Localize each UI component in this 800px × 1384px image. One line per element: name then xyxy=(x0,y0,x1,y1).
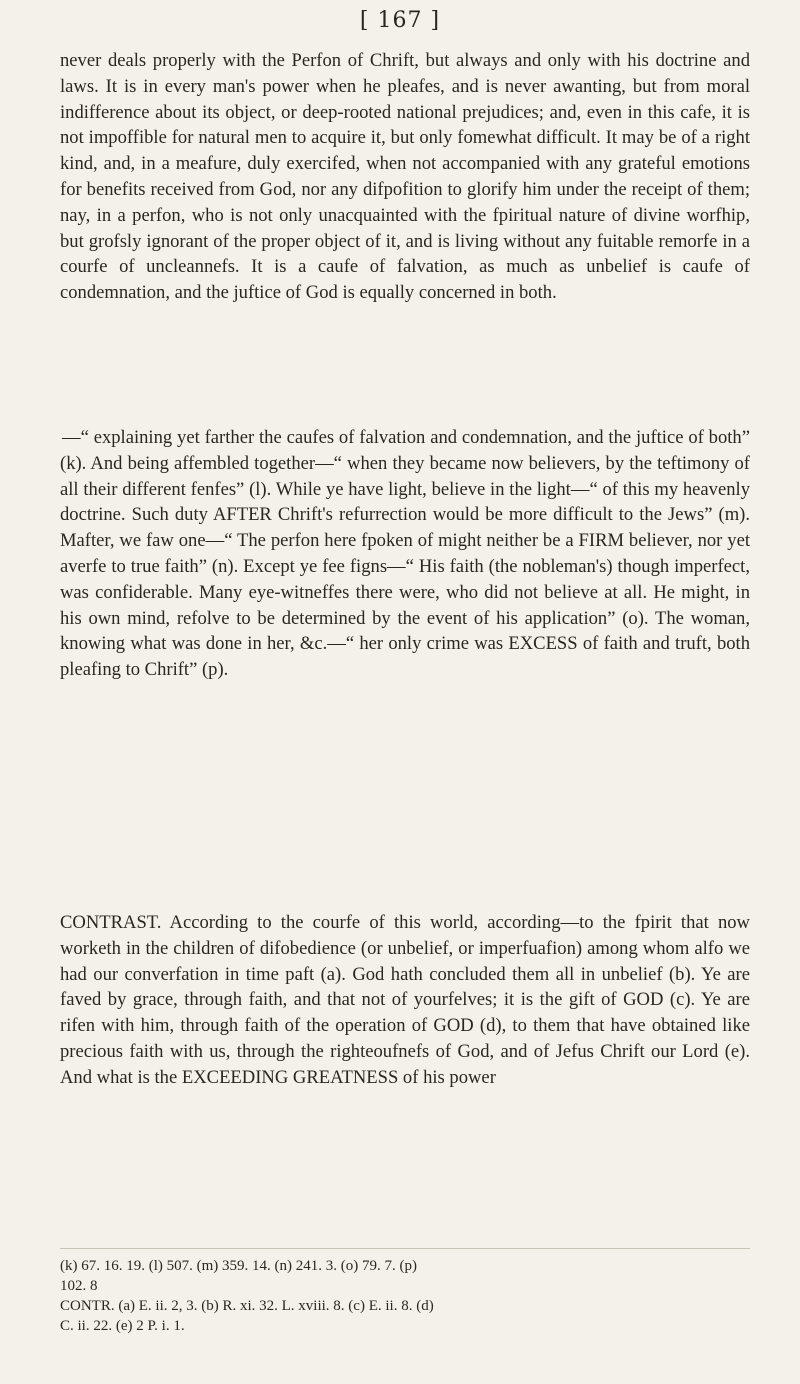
footnote-line: (k) 67. 16. 19. (l) 507. (m) 359. 14. (n) 241. 3. (o) 79. 7. (p) xyxy=(60,1258,418,1274)
footnote-line: C. ii. 22. (e) 2 P. i. 1. xyxy=(60,1318,185,1334)
footnotes xyxy=(60,1256,750,1336)
footnote-line: CONTR. (a) E. ii. 2, 3. (b) R. xi. 32. L. xviii. 8. (c) E. ii. 8. (d) xyxy=(60,1298,434,1314)
footnote-line: 102. 8 xyxy=(60,1278,98,1294)
paragraph-contrast: CONTRAST. According to the courfe of this world, according—to the fpirit that now worketh in the children of difobedience (or unbelief, or imperfuafion) among whom alfo we had our converfation in time paft (a). God hath concluded them all in unbelief (b). Ye are faved by grace, through faith, and that not of yourfelves; it is the gift of GOD (c). Ye are rifen with him, through faith of the operation of GOD (d), to them that have obtained like precious faith with us, through the righteoufnefs of God, and of Jefus Chrift our Lord (e). And what is the EXCEEDING GREATNESS of his power xyxy=(60,912,750,1088)
footnote-divider xyxy=(60,1248,750,1249)
paragraph-1: never deals properly with the Perfon of Chrift, but always and only with his doctrine and laws. It is in every man's power when he pleafes, and is never awanting, but from moral indifference about its object, or deep-rooted national prejudices; and, even in this cafe, it is not impoffible for natural men to acquire it, but only fomewhat difficult. It may be of a right kind, and, in a meafure, duly exercifed, when not accompanied with any grateful emotions for benefits received from God, nor any difpofition to glorify him under the receipt of them; nay, in a perfon, who is not only unacquainted with the fpiritual nature of divine worfhip, but grofsly ignorant of the proper object of it, and is living without any fuitable remorfe in a courfe of uncleannefs. It is a caufe of falvation, as much as unbelief is caufe of condemnation, and the juftice of God is equally concerned in both. xyxy=(60,50,750,304)
page-number: [ 167 ] xyxy=(359,8,441,33)
paragraph-2: —“ explaining yet farther the caufes of falvation and condemnation, and the juftice of both” (k). And being affembled together—“ when they became now believers, by the teftimony of all their different fenfes” (l). While ye have light, believe in the light—“ of this my heavenly doctrine. Such duty AFTER Chrift's refurrection would be more difficult to the Jews” (m). Mafter, we faw one—“ The perfon here fpoken of might neither be a FIRM believer, nor yet averfe to true faith” (n). Except ye fee figns—“ His faith (the nobleman's) though imperfect, was confiderable. Many eye-witneffes there were, who did not believe at all. He might, in his own mind, refolve to be determined by the event of his application” (o). The woman, knowing what was done in her, &c.—“ her only crime was EXCESS of faith and truft, both pleafing to Chrift” (p). xyxy=(60,427,750,681)
